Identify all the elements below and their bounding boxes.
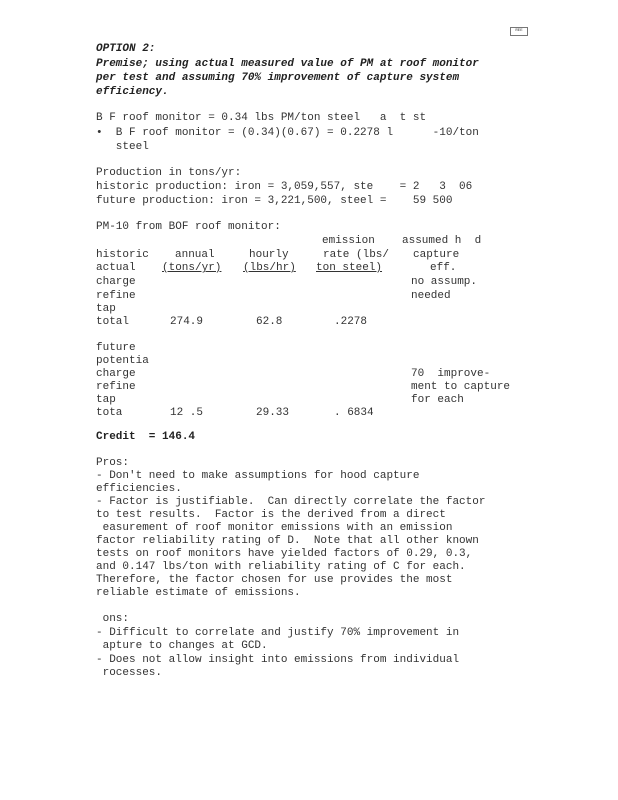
pros-line: Therefore, the factor chosen for use provides the most (96, 574, 453, 586)
pros-heading: Pros: (96, 457, 130, 469)
future-total-rate: . 6834 (334, 407, 374, 419)
cons-line: - Difficult to correlate and justify 70% improvement in (96, 627, 460, 639)
col-header-eff: eff. (430, 262, 457, 274)
pros-line: easurement of roof monitor emissions with an emission (96, 522, 453, 534)
cons-line: - Does not allow insight into emissions from individual (96, 654, 460, 666)
historic-production: historic production: iron = 3,059,557, ste = 2 3 06 (96, 181, 473, 193)
option-title: OPTION 2: (96, 43, 156, 55)
col-header-hourly: hourly (249, 249, 289, 261)
table-row-label: refine (96, 290, 136, 302)
pros-line: to test results. Factor is the derived from a direct (96, 509, 446, 521)
table-row-note: for each (411, 394, 464, 406)
table-row-label: charge (96, 368, 136, 380)
historic-total-hourly: 62.8 (256, 316, 283, 328)
pros-line: - Don't need to make assumptions for hood capture (96, 470, 420, 482)
future-label: future (96, 342, 136, 354)
premise-line-1: Premise; using actual measured value of PM at roof monitor (96, 58, 479, 70)
pros-line: reliable estimate of emissions. (96, 587, 301, 599)
col-header-rate: rate (lbs/ (323, 249, 390, 261)
col-header-historic: historic (96, 249, 149, 261)
credit-line: Credit = 146.4 (96, 431, 196, 443)
pros-line: efficiencies. (96, 483, 182, 495)
table-title: PM-10 from BOF roof monitor: (96, 221, 281, 233)
table-row-note: 70 improve- (411, 368, 491, 380)
roof-monitor-line-2: • B F roof monitor = (0.34)(0.67) = 0.2278 l -10/ton (96, 127, 479, 139)
future-total-label: tota (96, 407, 123, 419)
table-row-note: no assump. (411, 276, 478, 288)
col-header-tons: (tons/yr) (162, 262, 222, 274)
future-total-annual: 12 .5 (170, 407, 204, 419)
roof-monitor-line-1: B F roof monitor = 0.34 lbs PM/ton steel a t st (96, 112, 427, 124)
col-header-emission: emission (322, 235, 375, 247)
historic-total-annual: 274.9 (170, 316, 204, 328)
roof-monitor-line-3: steel (96, 141, 149, 153)
pros-line: - Factor is justifiable. Can directly correlate the factor (96, 496, 486, 508)
future-production: future production: iron = 3,221,500, steel = 59 500 (96, 195, 453, 207)
table-row-note: ment to capture (411, 381, 511, 393)
pros-line: and 0.147 lbs/ton with reliability rating of C for each. (96, 561, 466, 573)
premise-line-3: efficiency. (96, 86, 169, 98)
col-header-ton-steel: ton steel) (316, 262, 383, 274)
pros-line: tests on roof monitors have yielded factors of 0.29, 0.3, (96, 548, 473, 560)
col-header-actual: actual (96, 262, 136, 274)
col-header-capture: capture (413, 249, 460, 261)
col-header-assumed: assumed h d (402, 235, 482, 247)
premise-line-2: per test and assuming 70% improvement of capture system (96, 72, 460, 84)
historic-total-label: total (96, 316, 130, 328)
table-row-label: tap (96, 394, 116, 406)
future-total-hourly: 29.33 (256, 407, 290, 419)
cons-line: rocesses. (96, 667, 163, 679)
historic-total-rate: .2278 (334, 316, 368, 328)
production-heading: Production in tons/yr: (96, 167, 242, 179)
col-header-annual: annual (175, 249, 215, 261)
pros-line: factor reliability rating of D. Note that all other known (96, 535, 479, 547)
cons-line: apture to changes at GCD. (96, 640, 268, 652)
table-row-note: needed (411, 290, 451, 302)
cons-heading: ons: (96, 613, 130, 625)
document-stamp: REE (510, 27, 528, 36)
table-row-label: tap (96, 303, 116, 315)
col-header-lbs: (lbs/hr) (243, 262, 296, 274)
table-row-label: charge (96, 276, 136, 288)
table-row-label: refine (96, 381, 136, 393)
potential-label: potentia (96, 355, 149, 367)
